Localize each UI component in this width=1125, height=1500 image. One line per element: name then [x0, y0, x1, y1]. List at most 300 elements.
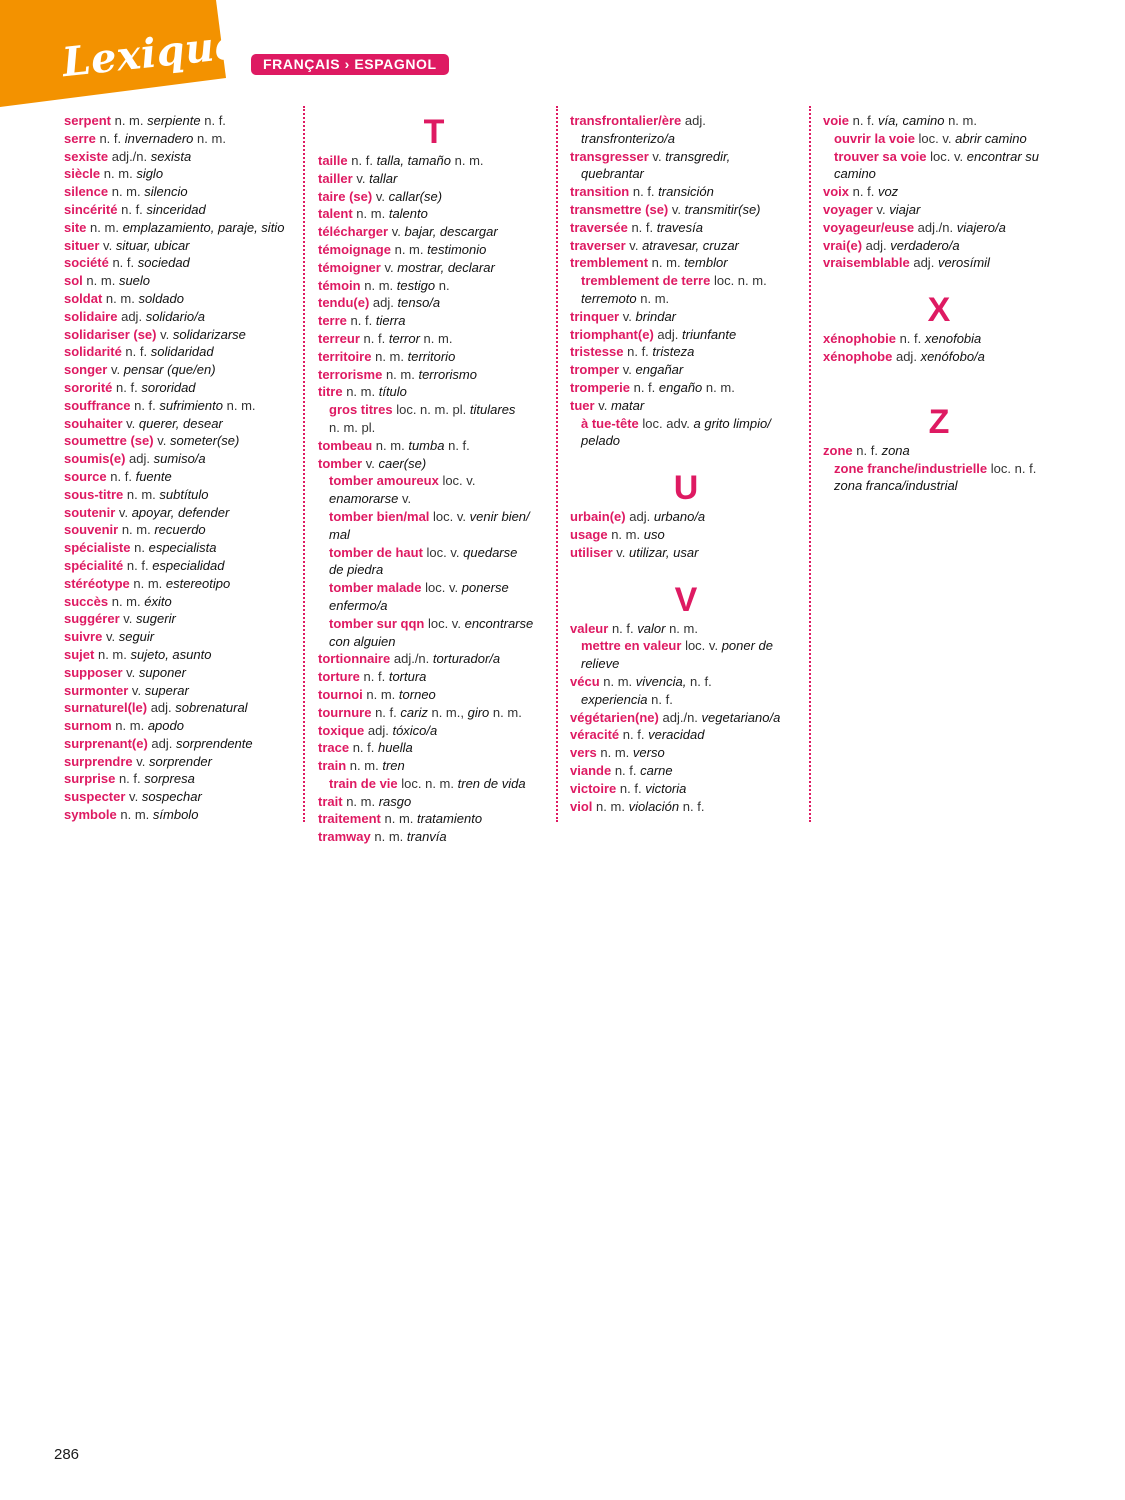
glossary-subentry	[318, 579, 550, 615]
headword: urbain(e)	[570, 509, 626, 525]
grammar-label: v.	[129, 789, 139, 805]
translation: enfermo/a	[329, 597, 388, 613]
headword: voie	[823, 113, 850, 128]
glossary-entry	[318, 739, 550, 757]
alphabet-letter-heading: V	[674, 580, 698, 619]
translation: pensar (que/en)	[123, 362, 216, 378]
grammar-label: n.	[438, 277, 450, 293]
translation: soldado	[138, 290, 184, 306]
translation: mostrar, declarar	[397, 259, 495, 275]
translation: xenófobo/a	[920, 348, 985, 364]
grammar-label: n. m. pl.	[329, 419, 376, 435]
headword: solidaire	[64, 308, 118, 324]
grammar-label: v.	[105, 629, 116, 645]
glossary-entry	[64, 148, 296, 166]
translation: testigo	[396, 277, 436, 293]
alphabet-letter-heading: X	[927, 291, 951, 330]
grammar-label: loc. n. m.	[713, 273, 767, 289]
grammar-label: n. m.	[596, 798, 625, 814]
glossary-entry	[318, 348, 550, 366]
glossary-entry	[823, 219, 1055, 237]
grammar-label: n. m.	[669, 620, 698, 636]
translation: poner de	[721, 638, 774, 654]
section-spacer	[823, 366, 1055, 384]
headword: songer	[64, 362, 108, 378]
headword: supposer	[64, 664, 123, 680]
section-spacer	[823, 272, 1055, 290]
grammar-label: n. m.	[133, 575, 163, 591]
grammar-label: n. f.	[204, 113, 226, 128]
translation: brindar	[635, 308, 676, 324]
translation: encontrarse	[464, 615, 534, 631]
translation: sinceridad	[146, 201, 206, 217]
glossary-entry	[64, 539, 296, 557]
grammar-label: n. f.	[121, 201, 143, 217]
translation: sorprender	[149, 753, 212, 769]
grammar-label: n. m.	[349, 758, 379, 774]
translation: fuente	[135, 468, 172, 484]
grammar-label: n. m.	[346, 793, 376, 809]
glossary-entry	[570, 673, 802, 709]
headword: sol	[64, 273, 83, 289]
glossary-subentry	[823, 130, 1055, 148]
translation: terrorismo	[418, 366, 477, 382]
grammar-label: n. m.	[385, 366, 415, 382]
translation: camino	[834, 166, 876, 182]
grammar-label: n. f.	[125, 344, 148, 360]
headword: mettre en valeur	[581, 638, 682, 654]
grammar-label: n. f.	[448, 437, 470, 453]
glossary-entry	[64, 165, 296, 183]
grammar-label: adj.	[657, 326, 679, 342]
glossary-entry	[64, 237, 296, 255]
headword: stéréotype	[64, 575, 130, 591]
grammar-label: adj.	[372, 295, 394, 311]
column-divider	[809, 106, 811, 822]
headword: tendu(e)	[318, 295, 370, 311]
headword: tomber sur qqn	[329, 615, 425, 631]
grammar-label: adj./n.	[111, 148, 148, 164]
headword: torture	[318, 669, 360, 685]
grammar-label: v.	[598, 397, 608, 413]
glossary-entry	[318, 330, 550, 348]
grammar-label: n. m.	[111, 184, 141, 200]
glossary-entry	[318, 294, 550, 312]
headword: serre	[64, 130, 96, 146]
headword: gros titres	[329, 402, 393, 418]
translation: caer(se)	[378, 455, 427, 471]
translation: de piedra	[329, 562, 384, 578]
grammar-label: n. m.	[948, 113, 977, 128]
headword: surnom	[64, 718, 112, 734]
grammar-label: loc. adv.	[642, 415, 690, 431]
glossary-subentry	[570, 415, 802, 451]
translation: carne	[640, 762, 673, 778]
grammar-label: n. f.	[363, 330, 386, 346]
translation: solidario/a	[145, 308, 205, 324]
headword: viande	[570, 762, 612, 778]
translation: tristeza	[652, 344, 695, 360]
translation: sobrenatural	[175, 700, 248, 716]
headword: trouver sa voie	[834, 148, 927, 164]
glossary-subentry	[318, 615, 550, 651]
grammar-label: v.	[671, 201, 682, 217]
translation: sujeto, asunto	[130, 646, 212, 662]
grammar-label: v.	[622, 362, 632, 378]
translation: con alguien	[329, 633, 396, 649]
translation: solidarizarse	[172, 326, 246, 342]
headword: utiliser	[570, 544, 613, 560]
glossary-subentry	[570, 272, 802, 308]
grammar-label: n. f.	[622, 727, 645, 743]
headword: zone franche/industrielle	[834, 460, 988, 476]
glossary-entry	[64, 806, 296, 824]
headword: spécialiste	[64, 540, 131, 556]
headword: traitement	[318, 811, 381, 827]
entry-continuation	[329, 419, 550, 437]
glossary-entry	[570, 148, 802, 184]
grammar-label: n. m.	[97, 646, 127, 662]
column-divider	[303, 106, 305, 822]
glossary-entry	[64, 593, 296, 611]
translation: vegetariano/a	[701, 709, 781, 725]
headword: transition	[570, 184, 630, 200]
translation: urbano/a	[653, 509, 706, 525]
translation: uso	[643, 526, 665, 542]
translation: huella	[378, 740, 413, 756]
translation: violación	[628, 798, 680, 814]
glossary-entry	[64, 379, 296, 397]
glossary-subentry	[823, 460, 1055, 496]
glossary-entry	[64, 699, 296, 717]
headword: vers	[570, 745, 597, 761]
grammar-label: adj.	[913, 255, 935, 271]
glossary-entry	[64, 450, 296, 468]
translation: talento	[388, 206, 428, 222]
translation: superar	[144, 682, 189, 698]
grammar-label: n. m.	[103, 166, 133, 182]
translation: apodo	[147, 718, 184, 734]
glossary-entry	[570, 343, 802, 361]
headword: source	[64, 468, 107, 484]
grammar-label: loc. v.	[426, 544, 460, 560]
grammar-label: v.	[126, 415, 136, 431]
glossary-entry	[570, 201, 802, 219]
grammar-label: n. m.	[603, 673, 633, 689]
glossary-entry	[570, 620, 802, 638]
headword: tomber	[318, 455, 363, 471]
glossary-entry	[64, 219, 296, 237]
glossary-entry	[823, 112, 1055, 130]
grammar-label: n. m.	[454, 153, 484, 168]
translation: voz	[877, 184, 899, 200]
translation: xenofobia	[924, 331, 982, 347]
glossary-entry	[318, 828, 550, 846]
grammar-label: adj.	[121, 308, 143, 324]
headword: voix	[823, 184, 850, 200]
grammar-label: n. m.	[226, 397, 256, 413]
grammar-label: adj./n.	[393, 651, 430, 667]
glossary-entry	[570, 798, 802, 816]
translation: sociedad	[137, 255, 190, 271]
headword: souhaiter	[64, 415, 123, 431]
translation: verosímil	[937, 255, 990, 271]
translation: utilizar, usar	[629, 544, 699, 560]
glossary-entry	[570, 379, 802, 397]
translation: transgredir,	[665, 148, 731, 164]
grammar-label: v.	[103, 237, 113, 253]
translation: sospechar	[141, 789, 202, 805]
grammar-label: n. f.	[352, 740, 375, 756]
glossary-entry	[570, 397, 802, 415]
glossary-entry	[64, 753, 296, 771]
translation: tallar	[369, 170, 398, 186]
glossary-entry	[823, 442, 1055, 460]
headword: société	[64, 255, 109, 271]
alphabet-letter-heading: T	[423, 113, 445, 151]
section-spacer	[570, 562, 802, 580]
translation: territorio	[407, 348, 456, 364]
glossary-entry	[318, 686, 550, 704]
translation: tenso/a	[397, 295, 441, 311]
headword: victoire	[570, 780, 617, 796]
glossary-entry	[570, 780, 802, 798]
headword: témoignage	[318, 241, 391, 257]
glossary-entry	[64, 610, 296, 628]
glossary-entry	[64, 183, 296, 201]
glossary-subentry	[318, 472, 550, 508]
grammar-label: adj.	[865, 237, 887, 253]
headword: trait	[318, 793, 343, 809]
glossary-entry	[570, 709, 802, 727]
translation: recuerdo	[154, 522, 206, 538]
glossary-entry	[64, 112, 296, 130]
headword: titre	[318, 384, 343, 400]
translation: cariz	[400, 704, 428, 720]
glossary-subentry	[318, 544, 550, 580]
headword: terrorisme	[318, 366, 383, 382]
grammar-label: v.	[136, 753, 146, 769]
grammar-label: n. m.	[640, 290, 670, 306]
headword: ouvrir la voie	[834, 130, 915, 146]
grammar-label: n. m.	[90, 219, 119, 235]
grammar-label: v.	[131, 682, 142, 698]
section-spacer	[823, 384, 1055, 402]
translation: relieve	[581, 656, 620, 672]
headword: trinquer	[570, 308, 620, 324]
headword: suivre	[64, 629, 103, 645]
headword: serpent	[64, 113, 111, 128]
translation: vía, camino	[877, 113, 945, 128]
headword: train de vie	[329, 775, 398, 791]
translation: título	[378, 384, 407, 400]
translation: abrir camino	[955, 130, 1027, 146]
grammar-label: v.	[391, 224, 401, 240]
grammar-label: loc. v.	[918, 130, 952, 146]
glossary-entry	[64, 130, 296, 148]
glossary-entry	[64, 646, 296, 664]
glossary-entry	[318, 383, 550, 401]
translation: enamorarse	[329, 491, 399, 507]
grammar-label: n. f.	[682, 798, 705, 814]
glossary-entry	[318, 277, 550, 295]
entry-continuation	[329, 633, 550, 651]
translation: valor	[637, 620, 666, 636]
grammar-label: n. f.	[350, 313, 373, 329]
translation: apoyar, defender	[131, 504, 230, 520]
grammar-label: n. f.	[852, 113, 875, 128]
grammar-label: v.	[384, 259, 394, 275]
grammar-label: v.	[157, 433, 167, 449]
glossary-subentry	[318, 401, 550, 437]
translation: invernadero	[124, 130, 194, 146]
glossary-entry	[64, 682, 296, 700]
headword: transfrontalier/ère	[570, 113, 682, 128]
translation: zona franca/industrial	[834, 478, 958, 494]
headword: soumettre (se)	[64, 433, 154, 449]
grammar-label: n. m.	[611, 526, 641, 542]
grammar-label: v.	[375, 188, 385, 204]
translation: quebrantar	[581, 166, 644, 182]
translation: tierra	[375, 313, 406, 329]
glossary-entry	[570, 183, 802, 201]
headword: suspecter	[64, 789, 126, 805]
translation: transmitir(se)	[684, 201, 761, 217]
translation: venir bien/	[469, 508, 530, 524]
entry-continuation	[570, 165, 802, 183]
headword: tremblement de terre	[581, 273, 711, 289]
headword: sujet	[64, 646, 95, 662]
entry-continuation	[834, 165, 1055, 183]
headword: solidarité	[64, 344, 122, 360]
translation: zona	[881, 442, 910, 458]
headword: voyageur/euse	[823, 219, 915, 235]
grammar-label: loc. v.	[427, 615, 461, 631]
translation: mal	[329, 526, 350, 542]
headword: trace	[318, 740, 350, 756]
grammar-label: v.	[402, 491, 412, 507]
grammar-label: n. f.	[852, 184, 875, 200]
glossary-entry	[318, 722, 550, 740]
grammar-label: adj.	[129, 451, 150, 467]
headword: sororité	[64, 379, 113, 395]
grammar-label: n. m.	[197, 130, 226, 146]
headword: à tue-tête	[581, 415, 639, 431]
translation: tren de vida	[457, 775, 526, 791]
grammar-label: adj.	[151, 735, 173, 751]
glossary-entry	[570, 361, 802, 379]
grammar-label: n. f.	[611, 620, 634, 636]
glossary-column-3	[570, 112, 802, 815]
glossary-entry	[64, 415, 296, 433]
glossary-entry	[318, 437, 550, 455]
column-divider	[556, 106, 558, 822]
translation: atravesar, cruzar	[642, 237, 739, 253]
headword: tomber amoureux	[329, 473, 439, 489]
headword: tomber de haut	[329, 544, 423, 560]
translation: querer, desear	[138, 415, 223, 431]
grammar-label: adj.	[895, 348, 917, 364]
grammar-label: n. m.	[492, 704, 522, 720]
headword: télécharger	[318, 224, 389, 240]
headword: témoin	[318, 277, 361, 293]
translation: tumba	[408, 437, 445, 453]
translation: travesía	[656, 219, 704, 235]
grammar-label: n. m.	[600, 745, 630, 761]
translation: siglo	[136, 166, 164, 182]
headword: transmettre (se)	[570, 201, 669, 217]
translation: serpiente	[147, 113, 201, 128]
translation: tren	[382, 758, 405, 774]
headword: vraisemblable	[823, 255, 910, 271]
translation: viajero/a	[956, 219, 1006, 235]
grammar-label: n. f.	[363, 669, 386, 685]
headword: sous-titre	[64, 486, 124, 502]
headword: soutenir	[64, 504, 116, 520]
headword: siècle	[64, 166, 101, 182]
grammar-label: v.	[160, 326, 170, 342]
glossary-entry	[64, 575, 296, 593]
translation: bajar, descargar	[404, 224, 498, 240]
headword: toxique	[318, 722, 365, 738]
headword: spécialité	[64, 557, 124, 573]
headword: voyager	[823, 201, 873, 217]
grammar-label: v.	[118, 504, 129, 520]
headword: sincérité	[64, 201, 118, 217]
entry-continuation	[834, 477, 1055, 495]
grammar-label: n. m.	[111, 593, 141, 609]
glossary-entry	[318, 205, 550, 223]
translation: engaño	[658, 379, 703, 395]
grammar-label: n.	[134, 540, 145, 556]
headword: tristesse	[570, 344, 624, 360]
headword: taire (se)	[318, 188, 373, 204]
glossary-entry	[823, 254, 1055, 272]
glossary-entry	[570, 526, 802, 544]
headword: terreur	[318, 330, 360, 346]
translation: terremoto	[581, 290, 637, 306]
headword: suggérer	[64, 611, 120, 627]
grammar-label: n. m.	[115, 718, 145, 734]
grammar-label: n. m.	[394, 241, 424, 257]
headword: symbole	[64, 807, 117, 823]
grammar-label: n. f.	[134, 397, 156, 413]
glossary-entry	[64, 628, 296, 646]
glossary-entry	[64, 788, 296, 806]
grammar-label: n. m.	[651, 255, 681, 271]
glossary-entry	[570, 744, 802, 762]
grammar-label: v.	[365, 455, 375, 471]
translation: torneo	[398, 686, 436, 702]
headword: surmonter	[64, 682, 129, 698]
translation: situar, ubicar	[115, 237, 190, 253]
grammar-label: n. f.	[116, 379, 138, 395]
grammar-label: v.	[622, 308, 632, 324]
glossary-entry	[64, 664, 296, 682]
headword: territoire	[318, 348, 372, 364]
glossary-entry	[823, 237, 1055, 255]
headword: souvenir	[64, 522, 119, 538]
glossary-entry	[318, 223, 550, 241]
glossary-entry	[570, 219, 802, 237]
translation: temblor	[684, 255, 728, 271]
glossary-subentry	[318, 508, 550, 544]
headword: tortionnaire	[318, 651, 391, 667]
translation: tortura	[388, 669, 427, 685]
glossary-entry	[823, 201, 1055, 219]
grammar-label: n. m.	[346, 384, 376, 400]
translation: callar(se)	[388, 188, 443, 204]
